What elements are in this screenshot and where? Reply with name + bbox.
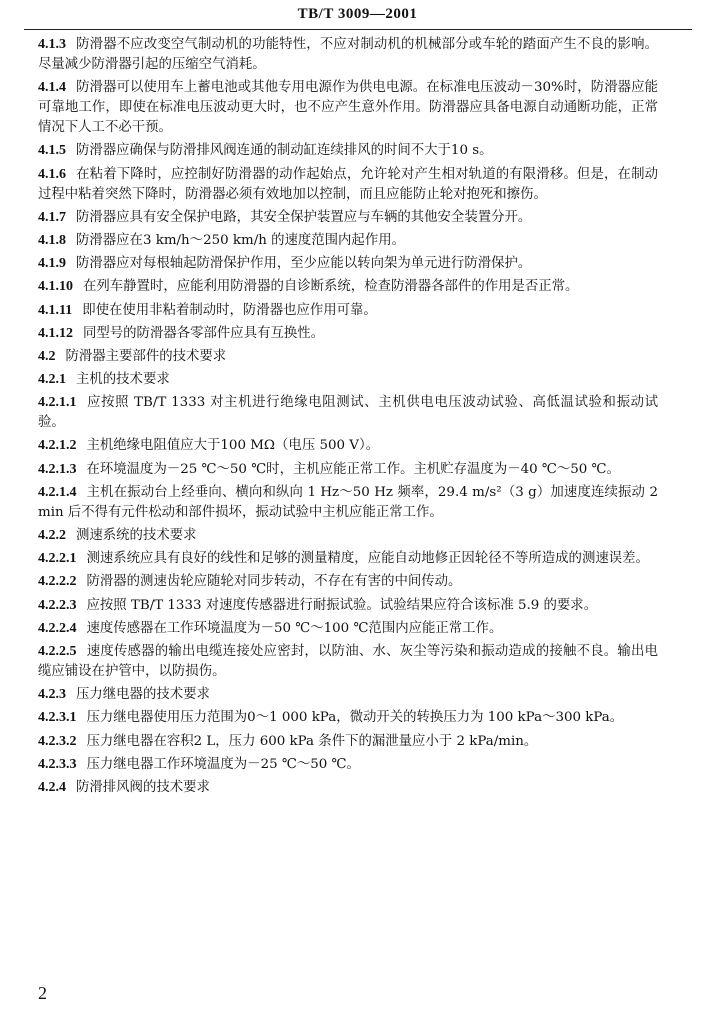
clause-text: 主机的技术要求 [76, 372, 170, 388]
clause-4-2-1-1 [38, 393, 658, 433]
clause-number: 4.2.4 [38, 779, 66, 795]
clause-4-1-8 [38, 231, 658, 251]
clause-text: 压力继电器使用压力范围为0～1 000 kPa，微动开关的转换压力为 100 kPa～300 kPa。 [86, 710, 624, 726]
clause-number: 4.2.1.3 [38, 461, 77, 477]
clause-number: 4.1.5 [38, 143, 66, 159]
clause-number: 4.2.1.4 [38, 484, 77, 500]
clause-4-2-3-3 [38, 755, 658, 775]
clause-number: 4.1.7 [38, 209, 66, 225]
clause-number: 4.2.2 [38, 528, 66, 543]
page-number: 2 [38, 983, 47, 1003]
document-body [38, 35, 658, 801]
clause-number: 4.2.2.3 [38, 597, 77, 613]
clause-number: 4.2.1 [38, 372, 66, 388]
clause-number: 4.2.2.5 [38, 643, 77, 659]
clause-4-2-3-2 [38, 732, 658, 752]
clause-number: 4.1.11 [38, 302, 73, 318]
section-heading-4-2-3 [38, 685, 658, 705]
clause-4-2-2-5 [38, 642, 658, 682]
clause-number: 4.1.4 [38, 80, 66, 96]
clause-4-1-6 [38, 165, 658, 205]
clause-number: 4.2.2.4 [38, 620, 77, 636]
clause-number: 4.1.3 [38, 37, 66, 52]
clause-text: 防滑器不应改变空气制动机的功能特性，不应对制动机的机械部分或车轮的踏面产生不良的影响。尽量减少防滑器引起的压缩空气消耗。 [38, 37, 658, 72]
clause-4-2-1-3 [38, 460, 658, 480]
section-heading-4-2-1 [38, 370, 658, 390]
clause-text: 应按照 TB/T 1333 对主机进行绝缘电阻测试、主机供电电压波动试验、高低温试验和振动试验。 [38, 395, 658, 431]
clause-4-1-7 [38, 208, 658, 228]
clause-text: 防滑器应在3 km/h～250 km/h 的速度范围内起作用。 [76, 232, 405, 248]
clause-text: 应按照 TB/T 1333 对速度传感器进行耐振试验。试验结果应符合该标准 5.9 的要求。 [86, 597, 598, 613]
section-heading-4-2-2 [38, 526, 658, 546]
clause-number: 4.1.10 [38, 279, 73, 295]
clause-text: 在列车静置时，应能利用防滑器的自诊断系统，检查防滑器各部件的作用是否正常。 [83, 279, 579, 295]
clause-number: 4.1.9 [38, 256, 66, 272]
clause-4-1-9 [38, 254, 658, 274]
clause-4-1-4 [38, 78, 658, 138]
clause-4-2-2-4 [38, 619, 658, 639]
clause-text: 防滑器应确保与防滑排风阀连通的制动缸连续排风的时间不大于10 s。 [76, 143, 493, 159]
clause-4-1-12 [38, 324, 658, 344]
clause-text: 测速系统应具有良好的线性和足够的测量精度，应能自动地修正因轮径不等所造成的测速误差。 [86, 551, 649, 567]
clause-text: 压力继电器工作环境温度为－25 ℃～50 ℃。 [86, 756, 360, 772]
clause-text: 防滑器可以使用车上蓄电池或其他专用电源作为供电电源。在标准电压波动－30%时，防滑器应能可靠地工作，即使在标准电压波动更大时，也不应产生意外作用。防滑器应具备电源自动通断功能，正常情况下人工不必干预。 [38, 80, 658, 136]
section-heading-4-2 [38, 347, 658, 367]
section-heading-4-2-4 [38, 778, 658, 798]
clause-number: 4.2 [38, 348, 56, 364]
clause-text: 压力继电器在容积2 L，压力 600 kPa 条件下的漏泄量应小于 2 kPa/min。 [86, 733, 538, 749]
clause-text: 防滑器应具有安全保护电路，其安全保护装置应与车辆的其他安全装置分开。 [76, 209, 532, 225]
clause-text: 同型号的防滑器各零部件应具有互换性。 [83, 325, 325, 341]
clause-text: 在环境温度为－25 ℃～50 ℃时，主机应能正常工作。主机贮存温度为－40 ℃～50 ℃。 [86, 461, 620, 477]
clause-4-1-5 [38, 141, 658, 161]
clause-text: 即使在使用非粘着制动时，防滑器也应作用可靠。 [82, 302, 377, 318]
clause-number: 4.2.1.2 [38, 438, 77, 454]
clause-number: 4.1.8 [38, 232, 66, 248]
clause-number: 4.2.3 [38, 687, 66, 703]
clause-text: 防滑器的测速齿轮应随轮对同步转动，不存在有害的中间传动。 [86, 574, 462, 590]
document-header: TB/T 3009—2001 [297, 6, 418, 22]
clause-text: 防滑器应对每根轴起防滑保护作用，至少应能以转向架为单元进行防滑保护。 [76, 256, 532, 272]
clause-4-2-2-2 [38, 572, 658, 592]
clause-number: 4.2.3.3 [38, 756, 77, 772]
clause-4-1-10 [38, 277, 658, 297]
clause-text: 主机绝缘电阻值应大于100 MΩ（电压 500 V）。 [86, 438, 380, 454]
clause-4-2-2-3 [38, 596, 658, 616]
clause-text: 速度传感器在工作环境温度为－50 ℃～100 ℃范围内应能正常工作。 [86, 620, 503, 636]
clause-number: 4.2.2.2 [38, 574, 77, 590]
clause-4-2-3-1 [38, 708, 658, 728]
clause-text: 测速系统的技术要求 [76, 528, 197, 543]
clause-number: 4.2.3.2 [38, 733, 77, 749]
clause-number: 4.1.6 [38, 166, 66, 182]
clause-4-1-3 [38, 35, 658, 75]
clause-text: 防滑排风阀的技术要求 [76, 779, 210, 795]
clause-text: 压力继电器的技术要求 [76, 687, 210, 703]
clause-number: 4.2.2.1 [38, 551, 77, 567]
header-rule [24, 29, 692, 30]
clause-number: 4.2.1.1 [38, 395, 77, 411]
clause-number: 4.2.3.1 [38, 710, 77, 726]
clause-4-2-2-1 [38, 549, 658, 569]
clause-text: 速度传感器的输出电缆连接处应密封，以防油、水、灰尘等污染和振动造成的接触不良。输出电缆应铺设在护管中，以防损伤。 [38, 643, 658, 679]
clause-4-1-11 [38, 301, 658, 321]
clause-4-2-1-2 [38, 436, 658, 456]
clause-text: 防滑器主要部件的技术要求 [65, 348, 227, 364]
clause-4-2-1-4 [38, 483, 658, 523]
clause-text: 在粘着下降时，应控制好防滑器的动作起始点，允许轮对产生相对轨道的有限滑移。但是，在制动过程中粘着突然下降时，防滑器必须有效地加以控制，而且应能防止轮对抱死和擦伤。 [38, 166, 658, 202]
clause-number: 4.1.12 [38, 325, 73, 341]
clause-text: 主机在振动台上经垂向、横向和纵向 1 Hz～50 Hz 频率，29.4 m/s²（3 g）加速度连续振动 2 min 后不得有元件松动和部件损坏，振动试验中主机应能正常工作。 [38, 484, 658, 520]
